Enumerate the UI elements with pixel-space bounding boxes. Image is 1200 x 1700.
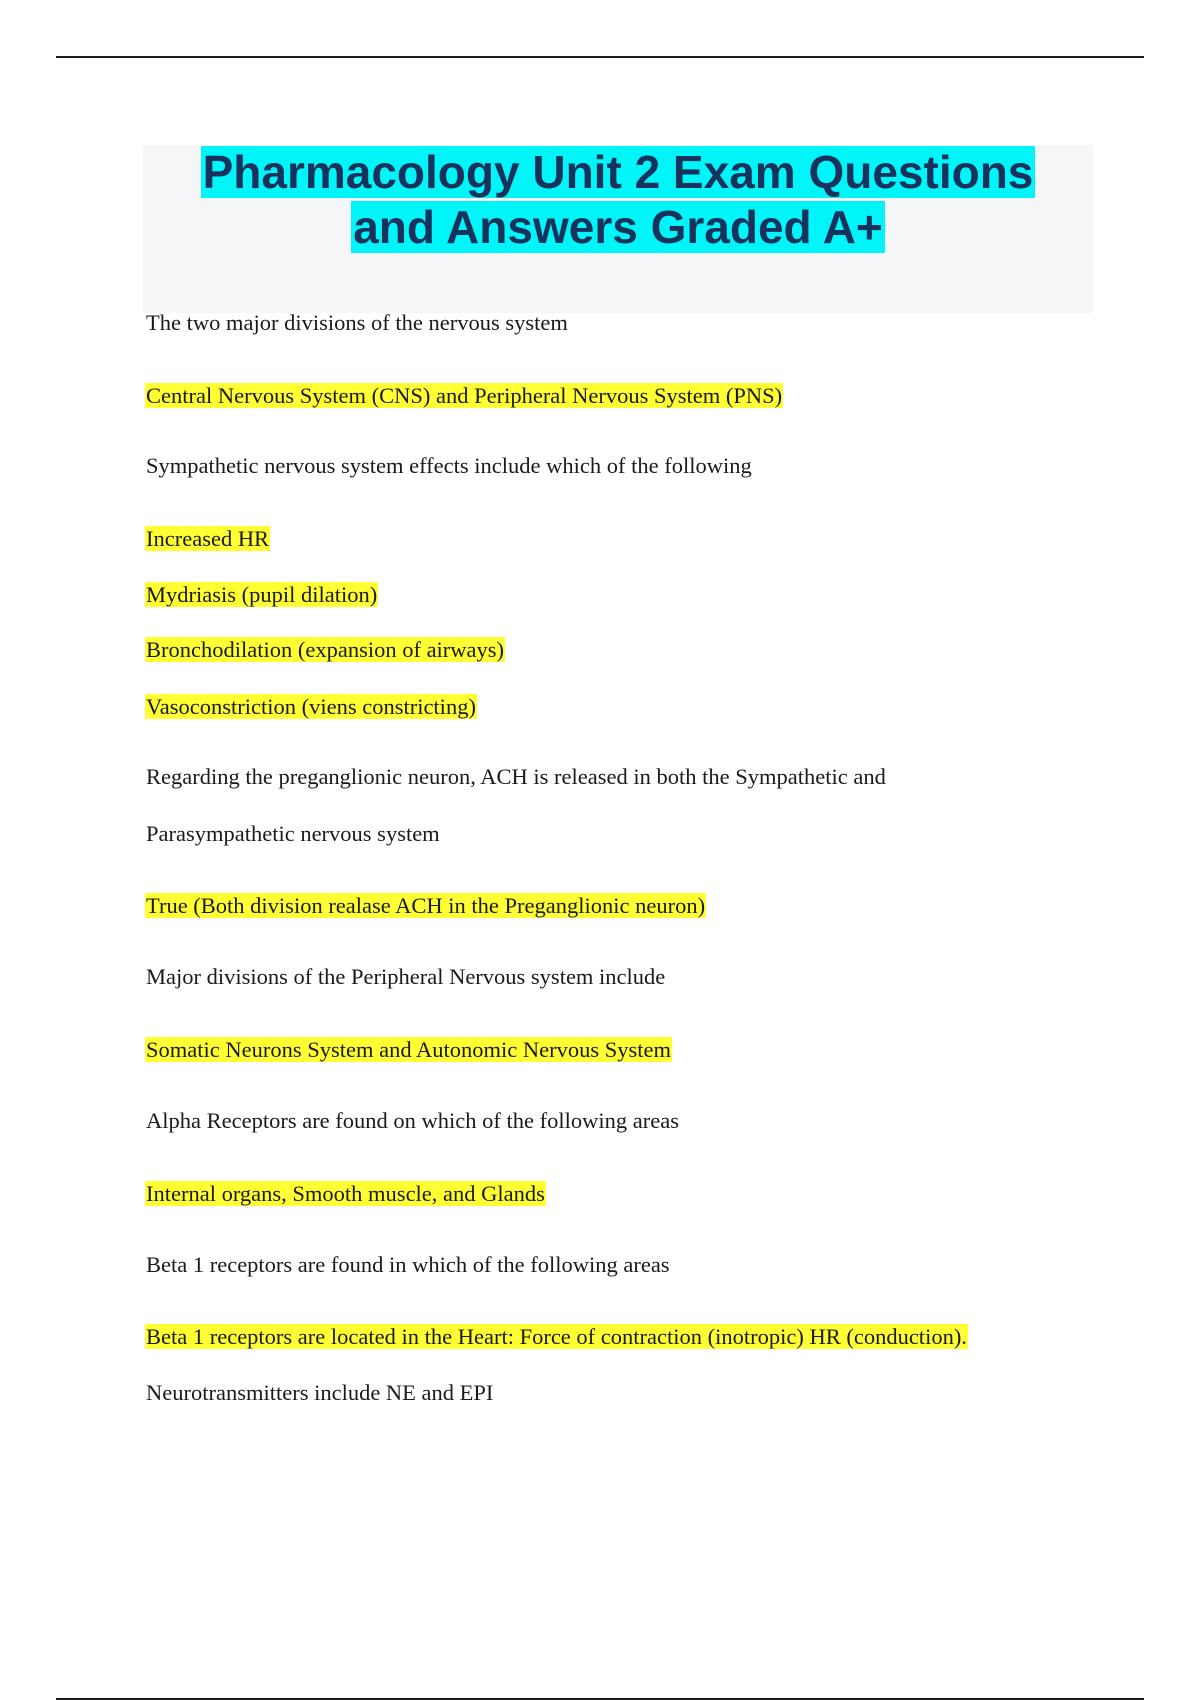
question-line: Sympathetic nervous system effects include which of the following — [146, 453, 752, 478]
question-line: Parasympathetic nervous system — [146, 821, 440, 846]
answer-line: Central Nervous System (CNS) and Peripheral Nervous System (PNS) — [146, 383, 783, 408]
answer-line: True (Both division realase ACH in the Preganglionic neuron) — [146, 893, 706, 918]
title-line-2: and Answers Graded A+ — [353, 201, 883, 253]
answer-line: Somatic Neurons System and Autonomic Nervous System — [146, 1037, 671, 1062]
answer-line: Increased HR — [146, 526, 270, 551]
question-line: Major divisions of the Peripheral Nervous system include — [146, 964, 666, 989]
answer-line: Mydriasis (pupil dilation) — [146, 582, 378, 607]
question-line: Neurotransmitters include NE and EPI — [146, 1380, 494, 1405]
question-line: Alpha Receptors are found on which of the following areas — [146, 1108, 679, 1133]
answer-line: Vasoconstriction (viens constricting) — [146, 694, 476, 719]
answer-line: Beta 1 receptors are located in the Heart: Force of contraction (inotropic) HR (conduction). — [146, 1324, 967, 1349]
question-line: Beta 1 receptors are found in which of the following areas — [146, 1252, 670, 1277]
answer-line: Internal organs, Smooth muscle, and Glands — [146, 1181, 545, 1206]
title-block — [143, 145, 1093, 313]
question-line: The two major divisions of the nervous system — [146, 310, 568, 335]
question-line: Regarding the preganglionic neuron, ACH is released in both the Sympathetic and — [146, 764, 886, 789]
title-line-1: Pharmacology Unit 2 Exam Questions — [202, 146, 1034, 198]
document-title — [143, 145, 1093, 255]
answer-line: Bronchodilation (expansion of airways) — [146, 637, 505, 662]
top-rule — [56, 56, 1144, 58]
